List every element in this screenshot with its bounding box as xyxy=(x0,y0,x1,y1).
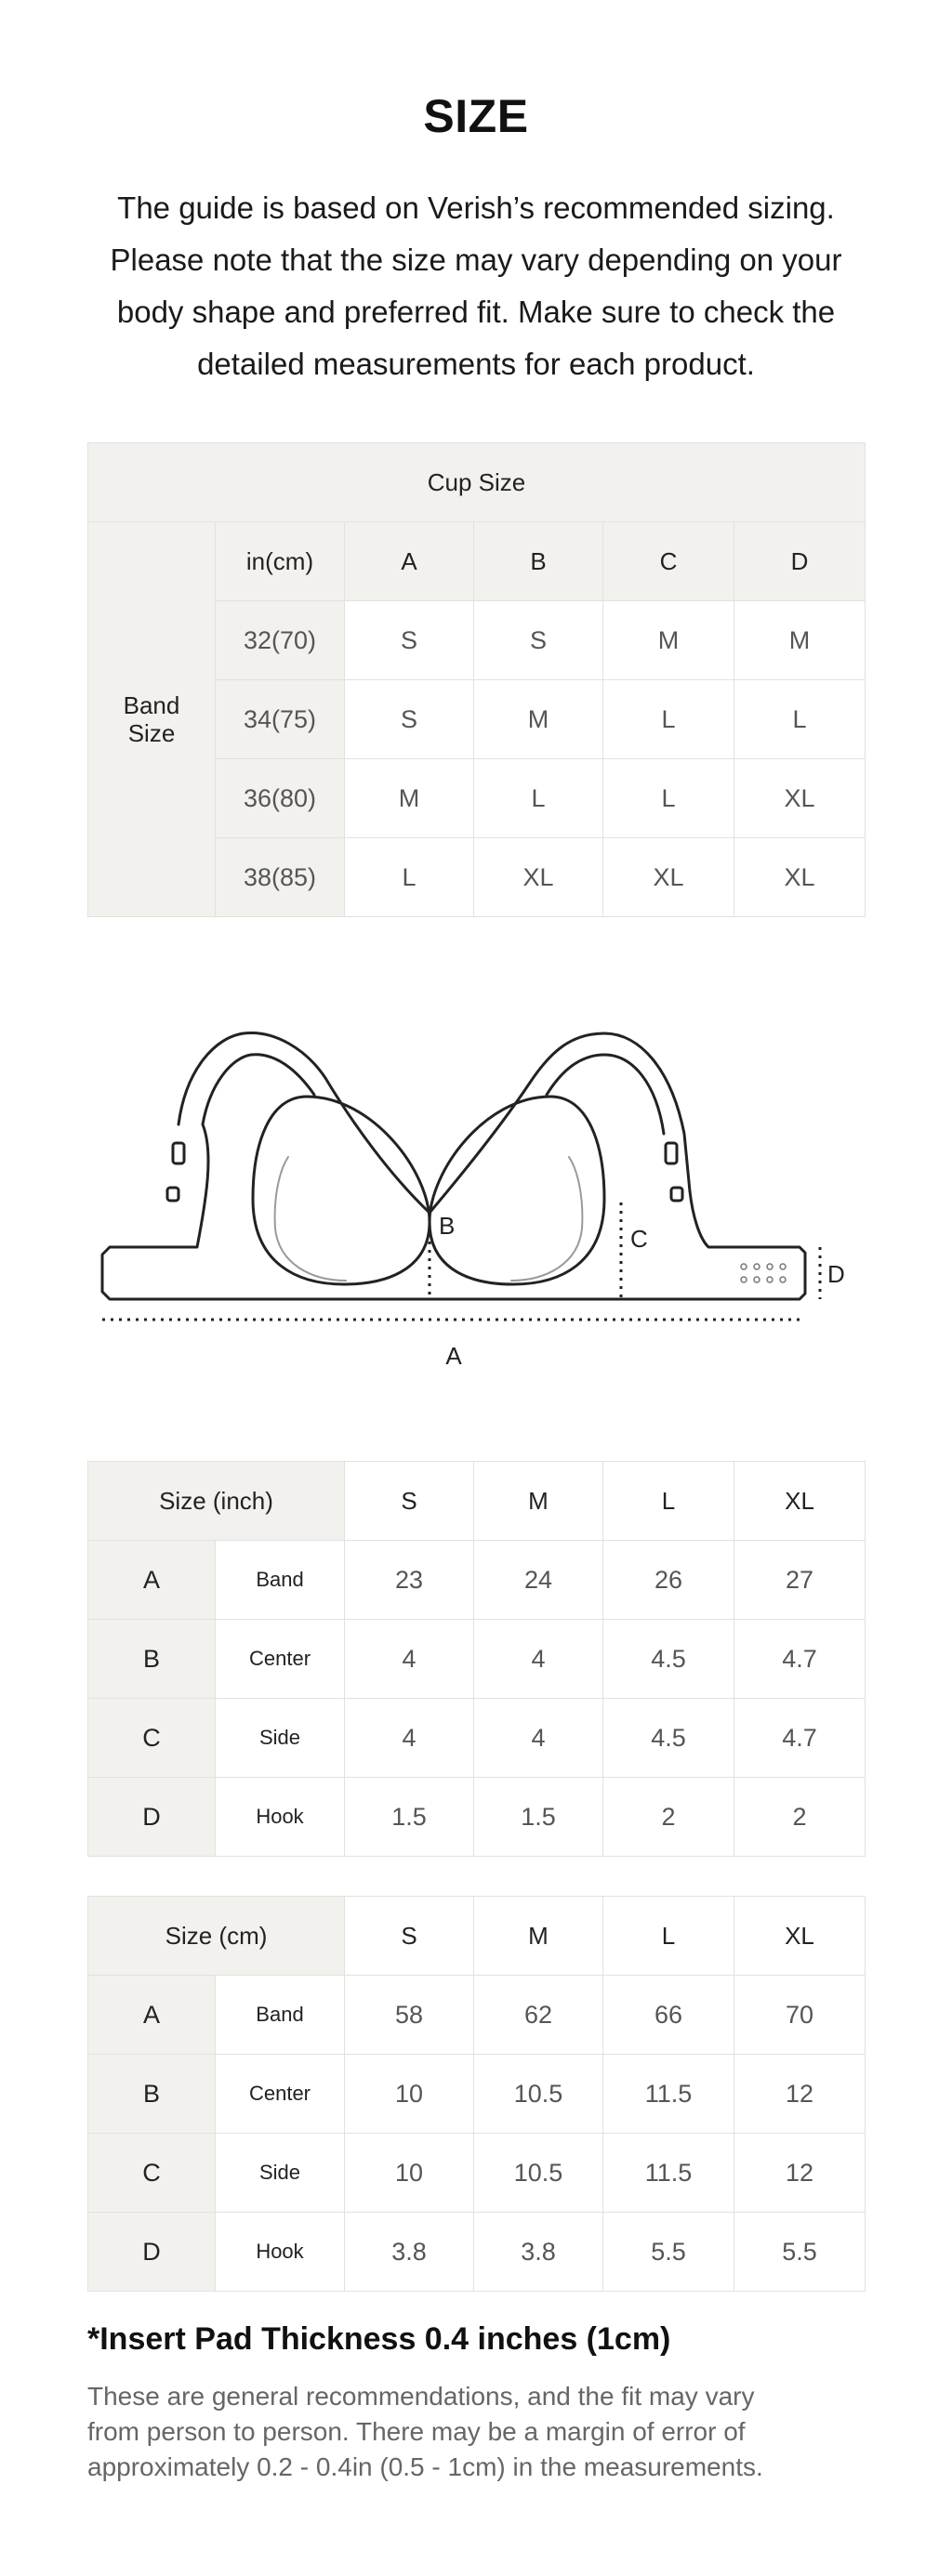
cup-header: A xyxy=(345,522,474,601)
measure-label: Center xyxy=(216,2055,345,2134)
measure-value: 3.8 xyxy=(474,2213,603,2292)
label-d: D xyxy=(827,1260,845,1288)
measure-value: 2 xyxy=(734,1778,866,1857)
left-strap xyxy=(178,1033,430,1213)
measure-value: 2 xyxy=(603,1778,734,1857)
disclaimer-line: from person to person. There may be a margin of error of xyxy=(87,2417,746,2446)
measure-value: 70 xyxy=(734,1976,866,2055)
size-header: S xyxy=(345,1462,474,1541)
measure-value: 3.8 xyxy=(345,2213,474,2292)
measure-key: B xyxy=(88,1620,216,1699)
measure-label: Side xyxy=(216,2134,345,2213)
measure-label: Band xyxy=(216,1541,345,1620)
left-cup xyxy=(253,1097,430,1284)
cup-size-table xyxy=(87,442,866,917)
size-header: XL xyxy=(734,1897,866,1976)
measure-value: 26 xyxy=(603,1541,734,1620)
measure-value: 12 xyxy=(734,2134,866,2213)
left-strap-inner xyxy=(203,1055,314,1124)
table-row xyxy=(88,1778,866,1857)
measure-key: C xyxy=(88,2134,216,2213)
size-cm-header: Size (cm) xyxy=(88,1897,345,1976)
measure-key: D xyxy=(88,2213,216,2292)
right-strap-slider xyxy=(666,1143,677,1163)
table-row xyxy=(88,1462,866,1541)
intro-line: detailed measurements for each product. xyxy=(197,347,755,381)
band-value: 32(70) xyxy=(216,601,345,680)
size-header: S xyxy=(345,1897,474,1976)
measure-value: 5.5 xyxy=(734,2213,866,2292)
hook-eye xyxy=(754,1277,760,1282)
intro-text xyxy=(58,182,894,390)
right-cup-lining xyxy=(511,1157,582,1281)
hook-eye xyxy=(741,1264,747,1269)
label-a: A xyxy=(445,1342,462,1370)
left-cup-lining xyxy=(275,1157,346,1281)
size-header: M xyxy=(474,1897,603,1976)
size-inch-table xyxy=(87,1461,866,1857)
right-strap-inner xyxy=(547,1055,664,1134)
table-row xyxy=(88,1976,866,2055)
measure-key: B xyxy=(88,2055,216,2134)
measure-key: A xyxy=(88,1541,216,1620)
left-strap-ring xyxy=(167,1188,178,1201)
left-strap-slider xyxy=(173,1143,184,1163)
measure-value: 1.5 xyxy=(345,1778,474,1857)
unit-header: in(cm) xyxy=(216,522,345,601)
size-cell: S xyxy=(474,601,603,680)
table-row xyxy=(88,1699,866,1778)
measure-label: Hook xyxy=(216,1778,345,1857)
page-title: SIZE xyxy=(423,90,529,142)
band-size-label-line: Band Size xyxy=(123,691,180,747)
table-row xyxy=(88,2213,866,2292)
measure-value: 5.5 xyxy=(603,2213,734,2292)
measure-value: 10.5 xyxy=(474,2134,603,2213)
table-row xyxy=(88,1620,866,1699)
intro-line: body shape and preferred fit. Make sure to check the xyxy=(116,295,836,329)
right-cup xyxy=(430,1097,604,1284)
measure-value: 23 xyxy=(345,1541,474,1620)
band-value: 34(75) xyxy=(216,680,345,759)
measure-value: 12 xyxy=(734,2055,866,2134)
size-cell: L xyxy=(474,759,603,838)
disclaimer-line: These are general recommendations, and the fit may vary xyxy=(87,2382,755,2411)
measure-value: 4 xyxy=(345,1699,474,1778)
intro-line: Please note that the size may vary depending on your xyxy=(110,243,842,277)
size-header: XL xyxy=(734,1462,866,1541)
bra-measurement-diagram xyxy=(0,985,952,1385)
measure-key: C xyxy=(88,1699,216,1778)
hook-eye xyxy=(767,1277,773,1282)
measure-value: 10 xyxy=(345,2134,474,2213)
table-row xyxy=(88,1897,866,1976)
size-header: M xyxy=(474,1462,603,1541)
label-c: C xyxy=(630,1225,648,1253)
hook-eye xyxy=(780,1277,786,1282)
band-value: 36(80) xyxy=(216,759,345,838)
measure-value: 4 xyxy=(345,1620,474,1699)
measure-value: 10.5 xyxy=(474,2055,603,2134)
measure-value: 4 xyxy=(474,1620,603,1699)
hook-eye xyxy=(767,1264,773,1269)
size-cell: S xyxy=(345,601,474,680)
size-header: L xyxy=(603,1897,734,1976)
insert-pad-note-title: *Insert Pad Thickness 0.4 inches (1cm) xyxy=(87,2321,671,2357)
cup-header: B xyxy=(474,522,603,601)
size-cell: XL xyxy=(734,838,866,917)
hook-eye xyxy=(780,1264,786,1269)
table-row xyxy=(88,522,866,601)
size-cm-table xyxy=(87,1896,866,2292)
table-row xyxy=(88,2055,866,2134)
hook-eye xyxy=(741,1277,747,1282)
size-cell: L xyxy=(603,759,734,838)
size-cell: M xyxy=(345,759,474,838)
band-size-label xyxy=(88,522,216,917)
measure-value: 4.5 xyxy=(603,1620,734,1699)
measure-value: 27 xyxy=(734,1541,866,1620)
size-cell: XL xyxy=(474,838,603,917)
size-cell: XL xyxy=(603,838,734,917)
size-cell: S xyxy=(345,680,474,759)
intro-line: The guide is based on Verish’s recommended sizing. xyxy=(117,191,835,225)
hook-eye xyxy=(754,1264,760,1269)
size-cell: M xyxy=(603,601,734,680)
measure-key: A xyxy=(88,1976,216,2055)
cup-size-header: Cup Size xyxy=(88,443,866,522)
measure-key: D xyxy=(88,1778,216,1857)
size-inch-header: Size (inch) xyxy=(88,1462,345,1541)
size-cell: XL xyxy=(734,759,866,838)
table-row xyxy=(88,443,866,522)
measure-value: 4.7 xyxy=(734,1699,866,1778)
measure-value: 11.5 xyxy=(603,2134,734,2213)
disclaimer-line: approximately 0.2 - 0.4in (0.5 - 1cm) in the measurements. xyxy=(87,2452,763,2481)
measure-value: 4 xyxy=(474,1699,603,1778)
cup-header: C xyxy=(603,522,734,601)
measure-value: 10 xyxy=(345,2055,474,2134)
measure-label: Band xyxy=(216,1976,345,2055)
table-row xyxy=(88,2134,866,2213)
size-cell: L xyxy=(734,680,866,759)
measure-value: 11.5 xyxy=(603,2055,734,2134)
size-header: L xyxy=(603,1462,734,1541)
measure-label: Side xyxy=(216,1699,345,1778)
measure-value: 24 xyxy=(474,1541,603,1620)
measure-value: 58 xyxy=(345,1976,474,2055)
measure-label: Center xyxy=(216,1620,345,1699)
measure-value: 4.5 xyxy=(603,1699,734,1778)
size-cell: L xyxy=(603,680,734,759)
measure-label: Hook xyxy=(216,2213,345,2292)
size-cell: M xyxy=(474,680,603,759)
measure-value: 62 xyxy=(474,1976,603,2055)
measure-value: 1.5 xyxy=(474,1778,603,1857)
right-strap-ring xyxy=(671,1188,682,1201)
right-strap xyxy=(430,1033,690,1213)
table-row xyxy=(88,1541,866,1620)
measure-value: 4.7 xyxy=(734,1620,866,1699)
disclaimer-text xyxy=(87,2379,878,2485)
size-cell: M xyxy=(734,601,866,680)
label-b: B xyxy=(439,1212,456,1240)
size-cell: L xyxy=(345,838,474,917)
cup-header: D xyxy=(734,522,866,601)
band-value: 38(85) xyxy=(216,838,345,917)
measure-value: 66 xyxy=(603,1976,734,2055)
